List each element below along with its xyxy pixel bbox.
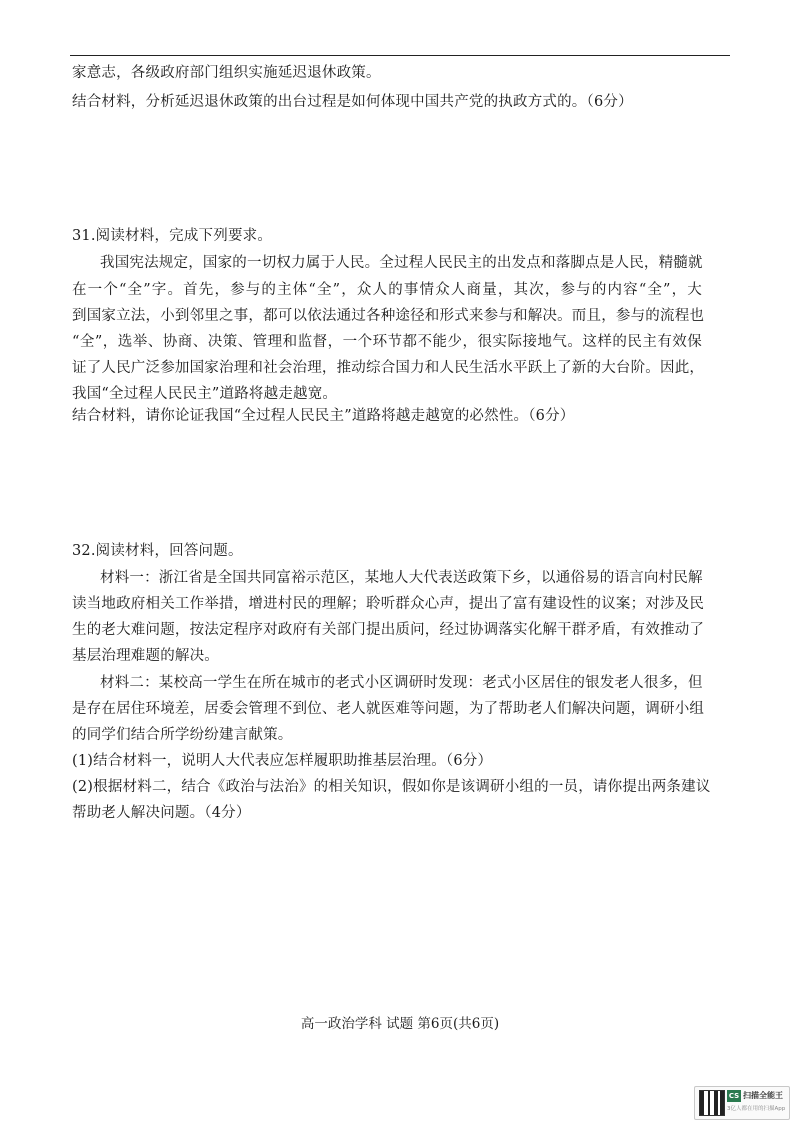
paragraph-line: 我国宪法规定，国家的一切权力属于人民。全过程人民民主的出发点和落脚点是人民，精髓就 (100, 255, 703, 271)
material-1-line: 读当地政府相关工作举措，增进村民的理解；聆听群众心声，提出了富有建设性的议案；对涉及民 (72, 596, 705, 612)
paragraph-line: 我国“全过程人民民主”道路将越走越宽。 (72, 386, 338, 402)
material-2-line: 材料二：某校高一学生在所在城市的老式小区调研时发现：老式小区居住的银发老人很多，但 (100, 675, 703, 691)
paragraph-line: 在一个“全”字。首先，参与的主体“全”，众人的事情众人商量，其次，参与的内容“全”，大 (72, 282, 702, 298)
material-2-line: 的同学们结合所学纷纷建言献策。 (72, 727, 293, 743)
material-1-line: 材料一：浙江省是全国共同富裕示范区，某地人大代表送政策下乡，以通俗易的语言向村民解 (100, 570, 703, 586)
sub-question-2: 帮助老人解决问题。（4分） (72, 805, 251, 821)
question-32-heading: 32.阅读材料，回答问题。 (72, 543, 243, 559)
camscanner-logo-icon: CS (728, 1092, 740, 1100)
sub-question-2: (2)根据材料二，结合《政治与法治》的相关知识，假如你是该调研小组的一员，请你提出两条建议 (72, 779, 711, 795)
scanner-watermark (694, 1086, 790, 1120)
qr-code-icon (699, 1090, 725, 1116)
page-footer: 高一政治学科 试题 第6页(共6页) (300, 1016, 500, 1032)
watermark-subtitle: 3亿人都在用的扫描App (727, 1106, 786, 1112)
material-2-line: 是存在居住环境差，居委会管理不到位、老人就医难等问题，为了帮助老人们解决问题，调研小组 (72, 701, 705, 717)
question-31-heading: 31.阅读材料，完成下列要求。 (72, 228, 273, 244)
top-divider (70, 55, 730, 56)
question-prompt: 结合材料，请你论证我国“全过程人民民主”道路将越走越宽的必然性。（6分） (72, 408, 575, 424)
watermark-title: 扫描全能王 (743, 1091, 783, 1100)
material-1-line: 生的老大难问题，按法定程序对政府有关部门提出质问，经过协调落实化解干群矛盾，有效推动了 (72, 622, 705, 638)
material-1-line: 基层治理难题的解决。 (72, 648, 219, 664)
paragraph-line: “全”，选举、协商、决策、管理和监督，一个环节都不能少，很实际接地气。这样的民主有效保 (72, 334, 702, 350)
paragraph-line: 证了人民广泛参加国家治理和社会治理，推动综合国力和人民生活水平跃上了新的大台阶。因此， (72, 360, 705, 376)
question-prompt: 结合材料，分析延迟退休政策的出台过程是如何体现中国共产党的执政方式的。（6分） (72, 94, 633, 110)
paragraph-line: 到国家立法，小到邻里之事，都可以依法通过各种途径和形式来参与和解决。而且，参与的流程也 (72, 308, 705, 324)
sub-question-1: (1)结合材料一，说明人大代表应怎样履职助推基层治理。（6分） (72, 753, 493, 769)
text-line: 家意志，各级政府部门组织实施延迟退休政策。 (72, 65, 381, 81)
